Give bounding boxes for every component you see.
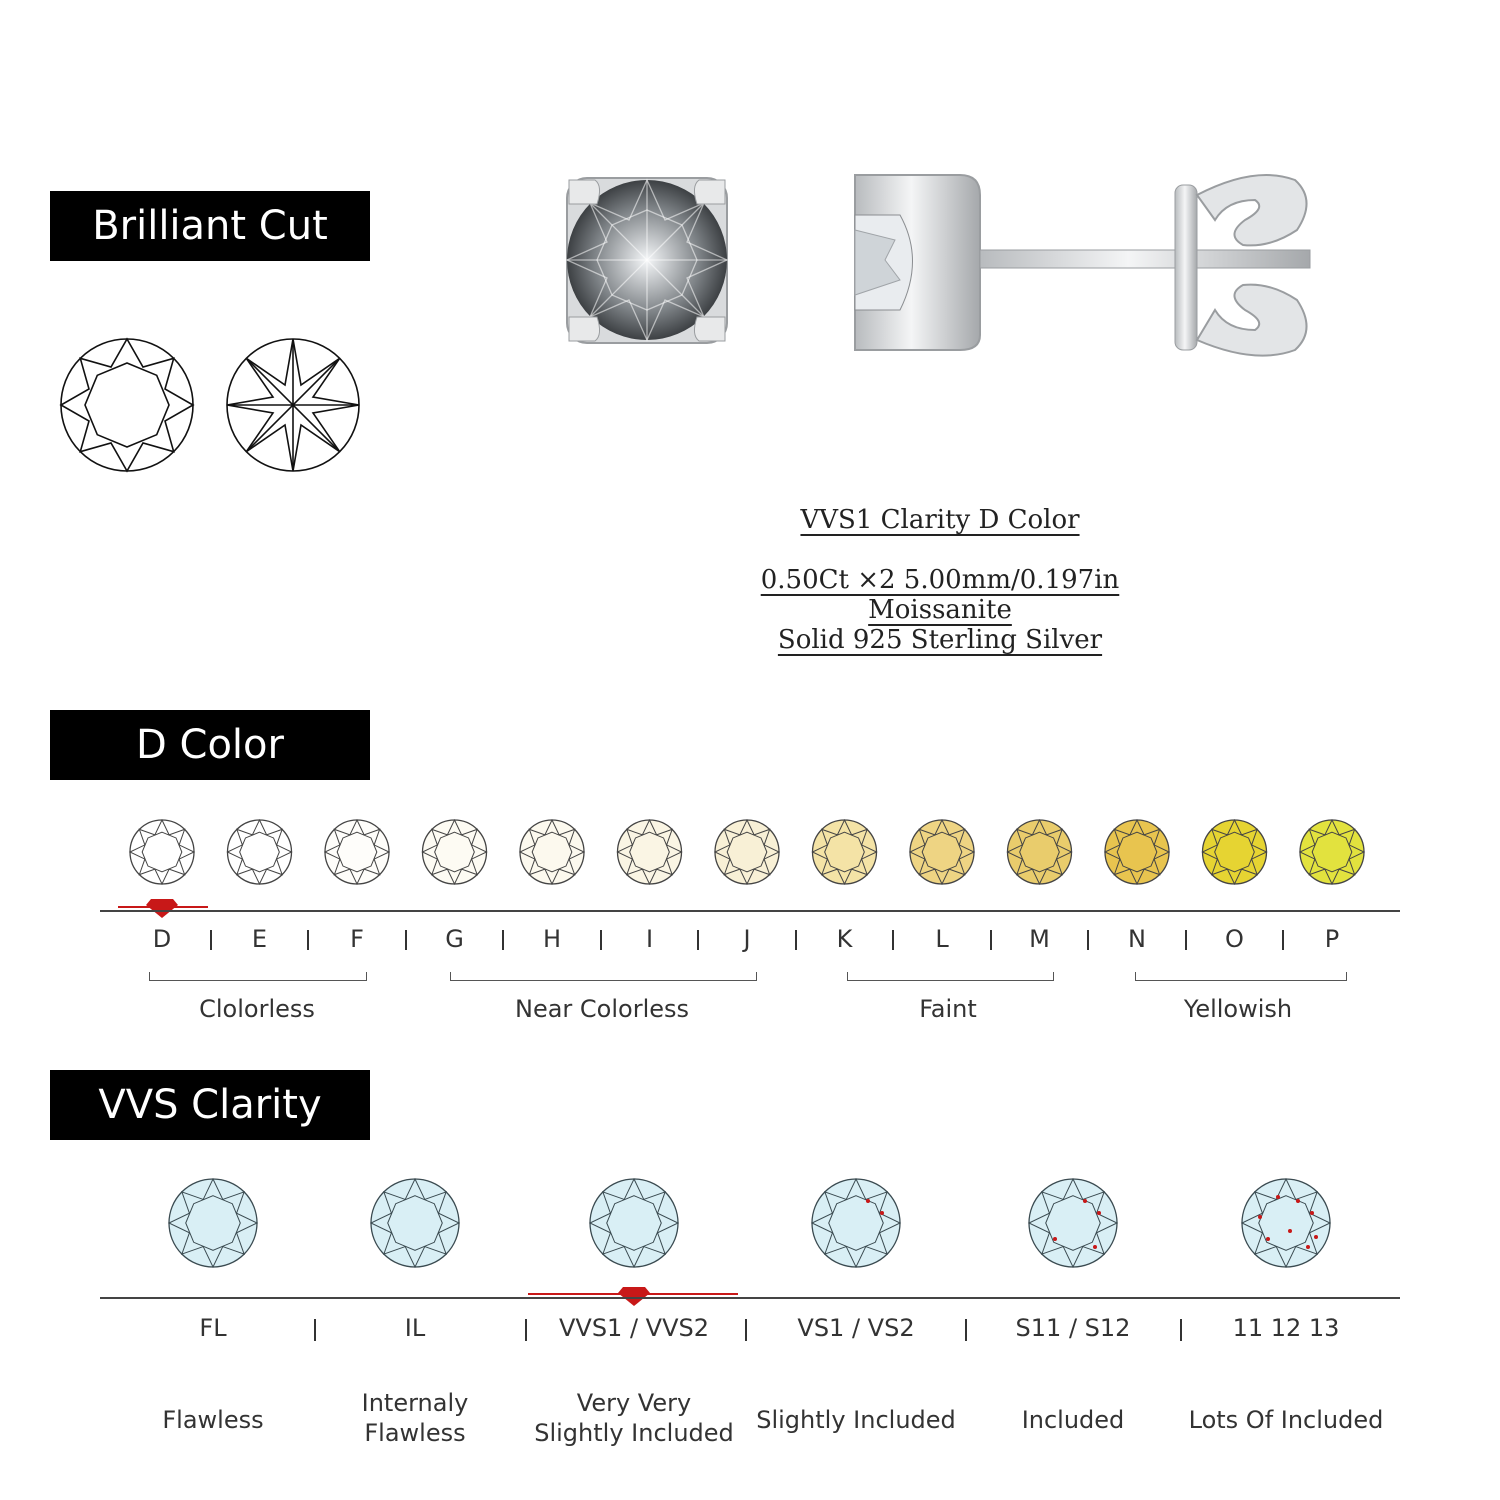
clarity-description-line: Lots Of Included	[1188, 1406, 1384, 1434]
color-grade-separator	[1282, 930, 1284, 950]
bracket-near-colorless	[450, 972, 757, 981]
clarity-scale-axis	[100, 1297, 1400, 1299]
color-selected-marker-icon	[145, 897, 179, 919]
color-grade-h: H	[542, 925, 562, 953]
color-grade-separator	[1087, 930, 1089, 950]
clarity-description-5	[1176, 1405, 1396, 1435]
clarity-grade-separator	[1180, 1319, 1182, 1341]
inclusion-dot	[1258, 1215, 1262, 1219]
clarity-grade-2: VVS1 / VVS2	[558, 1314, 710, 1342]
color-grade-separator	[990, 930, 992, 950]
group-faint: Faint	[919, 995, 977, 1023]
group-yellowish: Yellowish	[1183, 995, 1293, 1023]
brilliant-cut-banner	[50, 191, 370, 261]
group-colorless: Clolorless	[199, 995, 315, 1023]
clarity-grade-separator	[525, 1319, 527, 1341]
color-grade-k: K	[836, 925, 853, 953]
color-grade-d: D	[152, 925, 172, 953]
clarity-description-3	[746, 1405, 966, 1435]
clarity-gem-5-icon	[1242, 1179, 1330, 1267]
color-grade-l: L	[935, 925, 949, 953]
inclusion-dot	[1296, 1199, 1300, 1203]
clarity-gem-1-icon	[371, 1179, 459, 1267]
color-grade-m: M	[1029, 925, 1050, 953]
clarity-description-2	[524, 1388, 744, 1448]
inclusion-dot	[1306, 1245, 1310, 1249]
clarity-description-line: Flawless	[162, 1406, 264, 1434]
clarity-grade-0: FL	[199, 1314, 227, 1342]
color-grade-f: F	[350, 925, 364, 953]
clarity-selected-marker-icon	[617, 1285, 651, 1307]
clarity-description-4	[963, 1405, 1183, 1435]
color-grade-i: I	[645, 925, 654, 953]
clarity-grade-1: IL	[404, 1314, 426, 1342]
inclusion-dot	[1083, 1199, 1087, 1203]
color-swatch-d-icon	[130, 820, 194, 884]
clarity-grade-separator	[745, 1319, 747, 1341]
inclusion-dot	[1053, 1237, 1057, 1241]
color-grade-separator	[307, 930, 309, 950]
color-swatch-o-icon	[1203, 820, 1267, 884]
clarity-gem-3-icon	[812, 1179, 900, 1267]
earring-side-view	[855, 175, 1310, 356]
color-grade-separator	[210, 930, 212, 950]
inclusion-dot	[1097, 1211, 1101, 1215]
clarity-gem-2-icon	[590, 1179, 678, 1267]
color-grade-separator	[697, 930, 699, 950]
clarity-grade-5: 11 12 13	[1232, 1314, 1340, 1342]
clarity-description-line: Included	[1021, 1406, 1125, 1434]
inclusion-dot	[1288, 1229, 1292, 1233]
clarity-description-line: Slightly Included	[756, 1406, 956, 1434]
color-grade-j: J	[743, 925, 751, 953]
color-grade-n: N	[1128, 925, 1146, 953]
clarity-grade-4: S11 / S12	[1015, 1314, 1131, 1342]
inclusion-dot	[880, 1211, 884, 1215]
color-grade-separator	[1185, 930, 1187, 950]
color-swatch-g-icon	[423, 820, 487, 884]
d-color-title: D Color	[136, 722, 284, 768]
clarity-description-line: Slightly Included	[534, 1419, 734, 1447]
vvs-clarity-title: VVS Clarity	[98, 1082, 322, 1128]
bracket-colorless	[149, 972, 367, 981]
color-swatch-e-icon	[228, 820, 292, 884]
color-swatch-row	[0, 815, 1500, 890]
color-swatch-j-icon	[715, 820, 779, 884]
color-grade-p: P	[1324, 925, 1340, 953]
color-grade-separator	[502, 930, 504, 950]
spec-clarity-color: VVS1 Clarity D Color	[800, 505, 1080, 535]
color-swatch-h-icon	[520, 820, 584, 884]
clarity-grade-3: VS1 / VS2	[797, 1314, 915, 1342]
brilliant-cut-diagrams	[55, 335, 365, 480]
clarity-gem-row	[0, 1175, 1500, 1275]
color-swatch-i-icon	[618, 820, 682, 884]
clarity-description-line: Very Very	[576, 1389, 692, 1417]
color-swatch-n-icon	[1105, 820, 1169, 884]
earring-front-view	[567, 178, 727, 343]
color-grade-separator	[405, 930, 407, 950]
clarity-gem-4-icon	[1029, 1179, 1117, 1267]
color-swatch-k-icon	[813, 820, 877, 884]
spec-metal: Solid 925 Sterling Silver	[777, 625, 1103, 655]
clarity-gem-0-icon	[169, 1179, 257, 1267]
color-grade-separator	[795, 930, 797, 950]
clarity-description-1	[305, 1388, 525, 1448]
inclusion-dot	[1093, 1245, 1097, 1249]
color-grade-o: O	[1225, 925, 1244, 953]
clarity-description-0	[103, 1405, 323, 1435]
spec-carat-size: 0.50Ct ×2 5.00mm/0.197in Moissanite	[760, 565, 1120, 625]
color-swatch-p-icon	[1300, 820, 1364, 884]
color-swatch-l-icon	[910, 820, 974, 884]
brilliant-cut-title: Brilliant Cut	[92, 203, 328, 249]
color-grade-separator	[892, 930, 894, 950]
clarity-description-line: Internaly	[361, 1389, 469, 1417]
color-grade-g: G	[445, 925, 464, 953]
color-swatch-f-icon	[325, 820, 389, 884]
group-near-colorless: Near Colorless	[514, 995, 690, 1023]
pavilion-view-icon	[227, 339, 359, 471]
inclusion-dot	[1314, 1235, 1318, 1239]
vvs-clarity-banner	[50, 1070, 370, 1140]
color-grade-separator	[600, 930, 602, 950]
inclusion-dot	[1276, 1195, 1280, 1199]
color-scale-axis	[100, 910, 1400, 912]
color-grade-e: E	[251, 925, 268, 953]
bracket-yellowish	[1135, 972, 1347, 981]
inclusion-dot	[1310, 1211, 1314, 1215]
earring-product-image	[555, 160, 1325, 410]
inclusion-dot	[1266, 1237, 1270, 1241]
d-color-banner	[50, 710, 370, 780]
bracket-faint	[847, 972, 1054, 981]
inclusion-dot	[866, 1199, 870, 1203]
clarity-description-line: Flawless	[364, 1419, 466, 1447]
color-swatch-m-icon	[1008, 820, 1072, 884]
clarity-grade-separator	[965, 1319, 967, 1341]
crown-view-icon	[61, 339, 193, 471]
